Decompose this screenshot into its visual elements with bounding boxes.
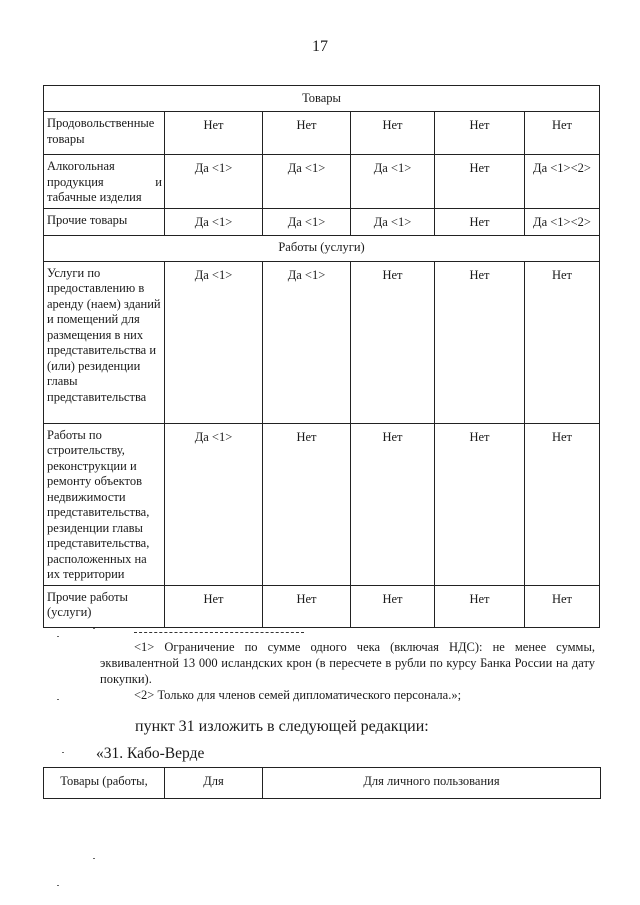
cell-value: Нет xyxy=(525,112,600,155)
cell-value: Да <1><2> xyxy=(525,208,600,235)
footnote-1: <1> Ограничение по сумме одного чека (включая НДС): не менее суммы, эквивалентной 13 000 исландских крон (в пересчете в рубли по курсу Банка России на дату покупки). xyxy=(100,640,595,686)
scan-artifact xyxy=(57,636,59,637)
cell-value: Да <1> xyxy=(165,261,263,423)
cell-value: Нет xyxy=(435,423,525,585)
cell-value: Нет xyxy=(165,585,263,627)
scan-artifact xyxy=(57,699,59,700)
table-row xyxy=(44,585,600,627)
scan-artifact xyxy=(93,858,95,859)
header-cell: Для xyxy=(165,768,263,799)
footnote-2: <2> Только для членов семей дипломатического персонала.»; xyxy=(134,688,462,702)
table-row xyxy=(44,112,600,155)
cell-value: Нет xyxy=(351,423,435,585)
cell-value: Нет xyxy=(435,208,525,235)
table-row xyxy=(44,208,600,235)
row-label: Алкогольная продукция и табачные изделия xyxy=(44,155,165,209)
amendment-instruction: пункт 31 изложить в следующей редакции: xyxy=(135,718,429,735)
scan-artifact xyxy=(93,628,95,629)
table-row xyxy=(44,155,600,209)
row-label: Продовольственные товары xyxy=(44,112,165,155)
cell-value: Да <1><2> xyxy=(525,155,600,209)
row-label: Работы по строительству, реконструкции и ремонту объектов недвижимости представительства, резиденции главы представительства, расположенных на их территории xyxy=(44,423,165,585)
section-title-cabo-verde: «31. Кабо-Верде xyxy=(96,745,205,762)
header-cell: Для личного пользования xyxy=(263,768,601,799)
row-label: Прочие работы (услуги) xyxy=(44,585,165,627)
cell-value: Да <1> xyxy=(165,155,263,209)
cell-value: Да <1> xyxy=(263,261,351,423)
table-row xyxy=(44,261,600,423)
header-row xyxy=(44,768,601,799)
cell-value: Нет xyxy=(525,585,600,627)
footnote-divider xyxy=(134,632,304,633)
scan-artifact xyxy=(57,885,59,886)
goods-services-table xyxy=(43,85,600,628)
cell-value: Нет xyxy=(263,423,351,585)
page-number: 17 xyxy=(312,38,328,55)
footnotes xyxy=(100,632,595,703)
row-label: Услуги по предоставлению в аренду (наем) зданий и помещений для размещения в них представительства и (или) резиденции главы представительства xyxy=(44,261,165,423)
cell-value: Нет xyxy=(525,423,600,585)
cell-value: Нет xyxy=(435,155,525,209)
cell-value: Нет xyxy=(263,112,351,155)
cell-value: Да <1> xyxy=(165,208,263,235)
cell-value: Нет xyxy=(351,261,435,423)
row-label: Прочие товары xyxy=(44,208,165,235)
cell-value: Да <1> xyxy=(263,155,351,209)
table-row xyxy=(44,423,600,585)
section-header-row xyxy=(44,235,600,261)
cell-value: Нет xyxy=(165,112,263,155)
cell-value: Да <1> xyxy=(165,423,263,585)
section-title-goods: Товары xyxy=(44,86,600,112)
cell-value: Нет xyxy=(435,112,525,155)
cell-value: Нет xyxy=(435,261,525,423)
header-cell: Товары (работы, xyxy=(44,768,165,799)
cell-value: Нет xyxy=(351,112,435,155)
section-header-row xyxy=(44,86,600,112)
cell-value: Нет xyxy=(351,585,435,627)
cell-value: Да <1> xyxy=(263,208,351,235)
cell-value: Да <1> xyxy=(351,155,435,209)
cell-value: Нет xyxy=(435,585,525,627)
cell-value: Да <1> xyxy=(351,208,435,235)
scan-artifact xyxy=(62,752,64,753)
cabo-verde-table xyxy=(43,767,601,799)
section-title-services: Работы (услуги) xyxy=(44,235,600,261)
cell-value: Нет xyxy=(263,585,351,627)
cell-value: Нет xyxy=(525,261,600,423)
